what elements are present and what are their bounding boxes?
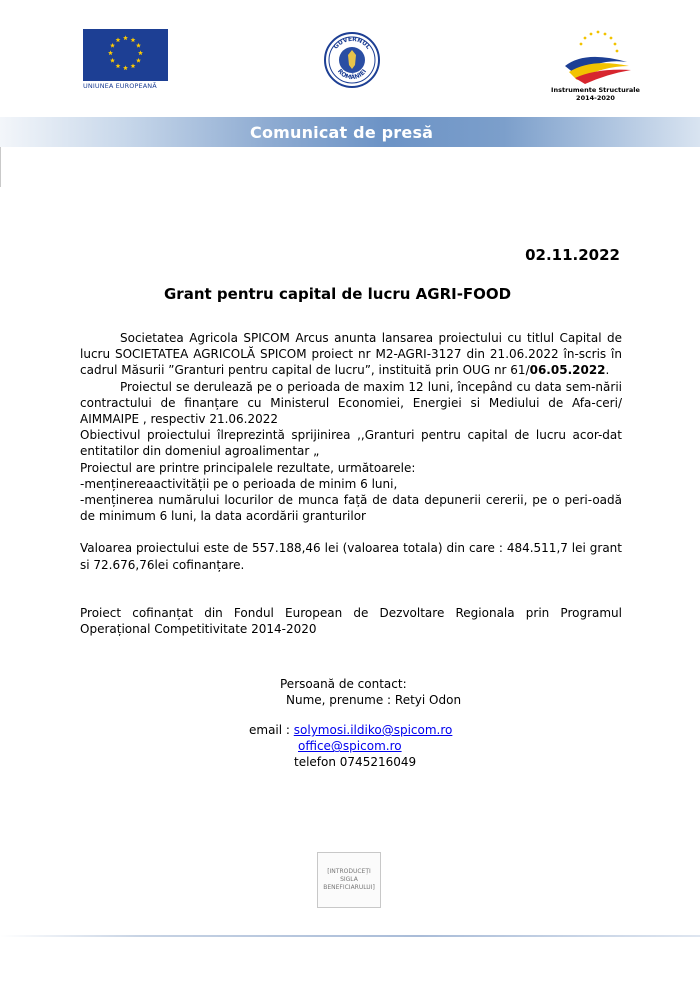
eu-star-icon xyxy=(108,50,113,55)
body-text xyxy=(80,330,622,637)
placeholder-line3: BENEFICIARULUI] xyxy=(323,884,375,891)
paragraph-project-value: Valoarea proiectului este de 557.188,46 lei (valoarea totala) din care : 484.511,7 lei grant si 72.676,76lei cofinanțare. xyxy=(80,541,622,572)
email-label: email : xyxy=(249,723,294,737)
release-date: 02.11.2022 xyxy=(525,246,620,264)
p1-end: . xyxy=(605,363,610,378)
beneficiary-logo-placeholder xyxy=(317,852,381,908)
paragraph-cofinancing: Proiect cofinanțat din Fondul European de Dezvoltare Regionala prin Programul Operațional Competitivitate 2014-2020 xyxy=(80,605,622,637)
contact-heading: Persoană de contact: xyxy=(280,677,407,691)
p1-bold-date: 06.05.2022 xyxy=(529,363,606,378)
eu-star-icon xyxy=(138,50,143,55)
eu-star-icon xyxy=(136,43,141,48)
result-item-jobs: -menținerea numărului locurilor de munca față de data depunerii cererii, pe o peri-oadă de minimum 6 luni, la data acordării granturilor xyxy=(80,493,622,524)
paragraph-duration: Proiectul se derulează pe o perioada de maxim 12 luni, începând cu data sem-nării contractului de finanțare cu Ministerul Economiei, Energiei si Mediului de Afa-ceri/ AIMMAIPE , respectiv 21.06.2022 xyxy=(80,379,622,427)
email-block xyxy=(249,722,452,771)
eu-star-icon xyxy=(123,35,128,40)
eu-flag-logo xyxy=(83,29,168,81)
eu-star-icon xyxy=(131,63,136,68)
left-margin-rule xyxy=(0,147,1,187)
eu-star-icon xyxy=(123,65,128,70)
email-link-primary[interactable]: solymosi.ildiko@spicom.ro xyxy=(293,723,453,737)
p1-text: Societatea Agricola SPICOM Arcus anunta lansarea proiectului cu titlul Capital de lucru SOCIETATEA AGRICOLĂ SPICOM proiect nr M2-AGRI-3127 din 21.06.2022 în-scris în cadrul Măsurii ”Granturi pentru capital de lucru”, instituită prin OUG nr 61/ xyxy=(80,331,622,378)
phone-number: telefon 0745216049 xyxy=(294,755,417,770)
seal-text-bottom: ROMÂNIEI xyxy=(335,67,369,82)
placeholder-line1: [INTRODUCEȚI xyxy=(327,868,371,875)
eu-star-icon xyxy=(116,63,121,68)
contact-name: Nume, prenume : Retyi Odon xyxy=(286,693,462,708)
seal-text-top: GUVERNUL xyxy=(332,35,372,51)
result-item-activity: -menținereaactivității pe o perioada de minim 6 luni, xyxy=(80,476,398,491)
placeholder-line2: SIGLA xyxy=(340,876,358,883)
paragraph-objective: Obiectivul proiectului îlreprezintă sprijinirea ,,Granturi pentru capital de lucru acor-dat entitatilor din domeniul agroalimentar „ xyxy=(80,428,622,459)
contact-block xyxy=(200,676,500,708)
footer-rule xyxy=(0,935,700,937)
is-caption-line2: 2014-2020 xyxy=(576,94,615,102)
document-title: Grant pentru capital de lucru AGRI-FOOD xyxy=(164,285,512,303)
eu-star-icon xyxy=(110,43,115,48)
eu-star-icon xyxy=(110,58,115,63)
email-link-office[interactable]: office@spicom.ro xyxy=(298,739,402,754)
eu-caption: UNIUNEA EUROPEANĂ xyxy=(83,82,157,90)
eu-star-icon xyxy=(131,37,136,42)
instrumente-structurale-caption xyxy=(548,86,643,102)
instrumente-structurale-logo xyxy=(555,28,637,88)
banner-title: Comunicat de presă xyxy=(250,123,434,142)
paragraph-project-launch xyxy=(80,330,622,379)
is-caption-line1: Instrumente Structurale xyxy=(551,86,640,94)
eu-star-icon xyxy=(136,58,141,63)
eu-star-icon xyxy=(116,37,121,42)
eu-stars-icon xyxy=(83,29,168,81)
paragraph-results-intro: Proiectul are printre principalele rezultate, următoarele: xyxy=(80,460,416,475)
government-seal-logo xyxy=(323,31,381,89)
